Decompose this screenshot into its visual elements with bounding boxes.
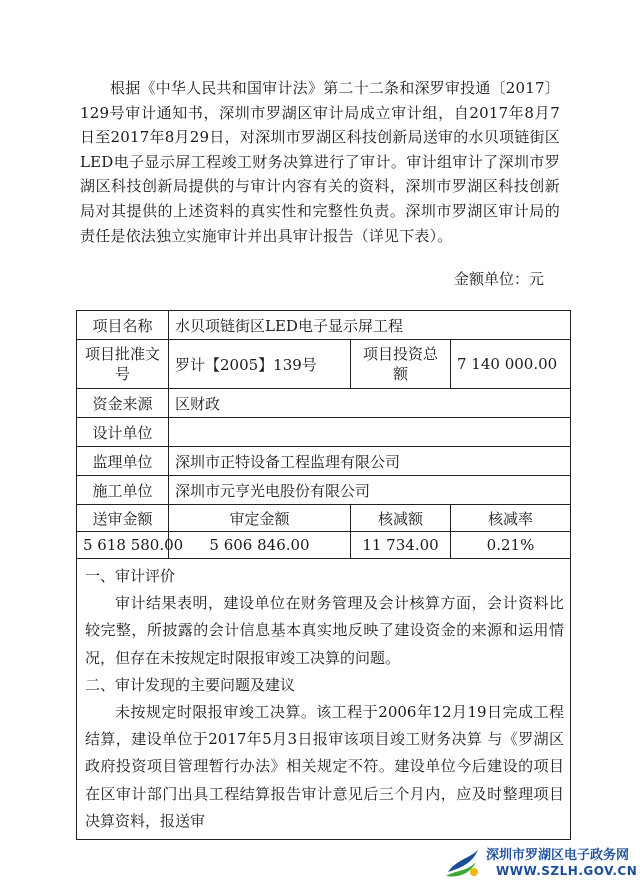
reduction-amount-value: 11 734.00 xyxy=(351,532,451,559)
evaluation-heading: 一、审计评价 xyxy=(85,567,176,585)
construction-unit-value: 深圳市元亨光电股份有限公司 xyxy=(169,476,571,505)
investment-total-label: 项目投资总额 xyxy=(351,340,451,389)
intro-text: 根据《中华人民共和国审计法》第二十二条和深罗审投通〔2017〕129号审计通知书，深圳市罗湖区审计局成立审计组，自2017年8月7日至2017年8月29日，对深圳市罗湖区科技创新局送审的水贝项链街区LED电子显示屏工程竣工财务决算进行了审计。审计组审计了深圳市罗湖区科技创新局提供的与审计内容有关的资料，深圳市罗湖区科技创新局对其提供的上述资料的真实性和完整性负责。深圳市罗湖区审计局的责任是依法独立实施审计并出具审计报告（详见下表）。 xyxy=(80,79,560,245)
reduction-rate-header: 核减率 xyxy=(451,505,571,532)
table-row xyxy=(77,447,571,476)
investment-total-value: 7 140 000.00 xyxy=(451,340,571,389)
table-row xyxy=(77,311,571,340)
construction-unit-label: 施工单位 xyxy=(77,476,169,505)
swoosh-logo-icon xyxy=(442,842,482,882)
table-row xyxy=(77,505,571,532)
table-row xyxy=(77,389,571,418)
intro-paragraph xyxy=(80,76,560,248)
fund-source-value: 区财政 xyxy=(169,389,571,418)
approved-amount-value: 5 606 846.00 xyxy=(169,532,351,559)
reduction-rate-value: 0.21% xyxy=(451,532,571,559)
fund-source-label: 资金来源 xyxy=(77,389,169,418)
evaluation-text: 审计结果表明，建设单位在财务管理及会计核算方面，会计资料比较完整，所披露的会计信息基本真实地反映了建设资金的来源和运用情况，但存在未按规定时限报审竣工决算的问题。 xyxy=(85,594,565,667)
issues-heading: 二、审计发现的主要问题及建议 xyxy=(85,675,296,694)
design-unit-value xyxy=(169,418,571,447)
table-row xyxy=(77,418,571,447)
site-url-text: WWW.SZLH.GOV.CN xyxy=(496,864,638,878)
site-watermark-logo xyxy=(440,838,640,888)
audit-findings-cell xyxy=(77,559,571,840)
issues-text: 未按规定时限报审竣工决算。该工程于2006年12月19日完成工程结算，建设单位于2017年5月3日报审该项目竣工财务决算 与《罗湖区政府投资项目管理暂行办法》相关规定不符。建设单位今后建设的项目在区审计部门出具工程结算报告审计意见后三个月内，应及时整理项目决算资料，报送审 xyxy=(85,703,565,830)
table-row xyxy=(77,476,571,505)
table-row xyxy=(77,559,571,840)
project-name-label: 项目名称 xyxy=(77,311,169,340)
submitted-amount-header: 送审金额 xyxy=(77,505,169,532)
reduction-amount-header: 核减额 xyxy=(351,505,451,532)
project-name-value: 水贝项链街区LED电子显示屏工程 xyxy=(169,311,571,340)
site-name-text: 深圳市罗湖区电子政务网 xyxy=(486,848,630,863)
table-row xyxy=(77,532,571,559)
supervision-unit-value: 深圳市正特设备工程监理有限公司 xyxy=(169,447,571,476)
supervision-unit-label: 监理单位 xyxy=(77,447,169,476)
design-unit-label: 设计单位 xyxy=(77,418,169,447)
amount-unit-label: 金额单位：元 xyxy=(453,270,544,288)
approval-number-label: 项目批准文号 xyxy=(77,340,169,389)
approved-amount-header: 审定金额 xyxy=(169,505,351,532)
audit-info-table xyxy=(76,310,571,840)
approval-number-value: 罗计【2005】139号 xyxy=(169,340,351,389)
table-row xyxy=(77,340,571,389)
submitted-amount-value: 5 618 580.00 xyxy=(77,532,169,559)
